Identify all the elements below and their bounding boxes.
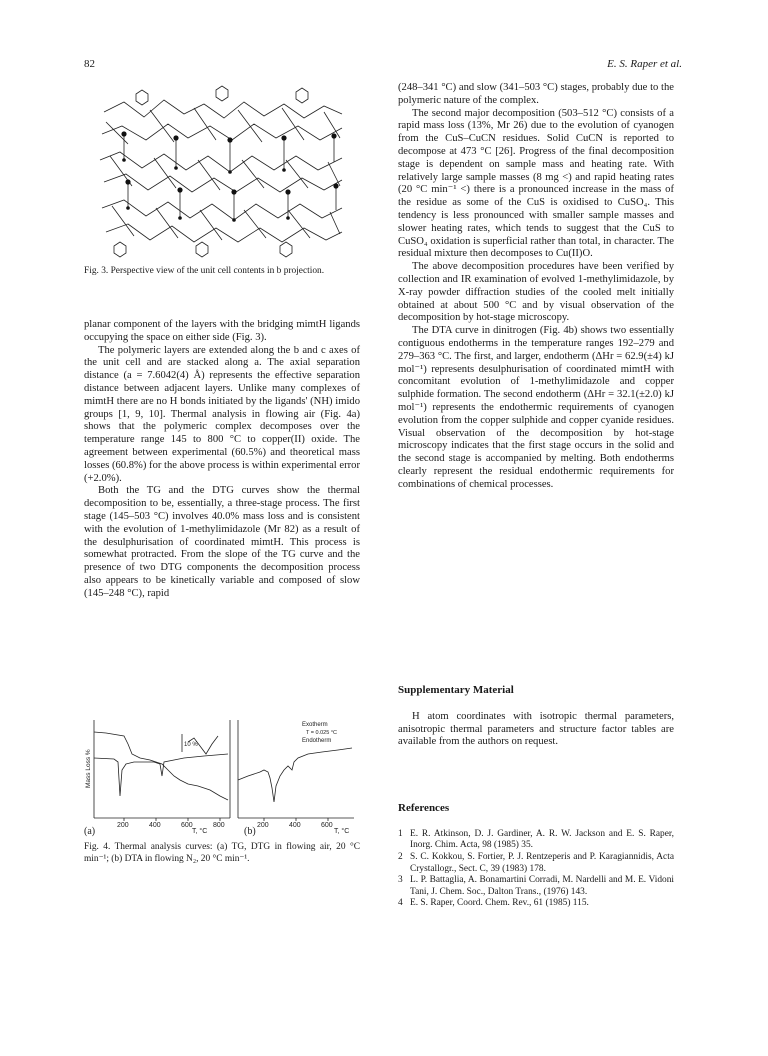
tick-label: 800 xyxy=(213,822,225,829)
reference-item: 4 E. S. Raper, Coord. Chem. Rev., 61 (1985) 115. xyxy=(398,898,589,909)
legend-scale: T = 0.025 °C xyxy=(306,730,337,736)
tick-label: 400 xyxy=(289,822,301,829)
paragraph: The above decomposition procedures have been verified by collection and IR examination of evolved 1-methylimidazole, by X-ray powder diffraction studies of the cooled melt initially obtained at about 500 °C and by visual observation of the decomposition by hot-stage microscopy. xyxy=(398,261,674,324)
supplementary-text: H atom coordinates with isotropic thermal parameters, anisotropic thermal parameters and structure factor tables are available from the authors on request. xyxy=(398,710,674,748)
right-column-text xyxy=(398,82,674,492)
paragraph: planar component of the layers with the bridging mimtH ligands occupying the space on either side (Fig. 3). xyxy=(84,319,360,343)
panel-b-label: (b) xyxy=(244,826,256,837)
references-section xyxy=(398,802,674,910)
fig3-image xyxy=(84,82,360,260)
fig4-caption: Fig. 4. Thermal analysis curves: (a) TG, DTG in flowing air, 20 °C min⁻¹; (b) DTA in flowing N₂, 20 °C min⁻¹. xyxy=(84,842,360,864)
supplementary-heading: Supplementary Material xyxy=(398,684,514,696)
tg-curve xyxy=(94,732,228,800)
crystal-structure-drawing xyxy=(84,82,360,260)
paragraph: The second major decomposition (503–512 °C) consists of a rapid mass loss (13%, Mr 26) due to the evolution of cyanogen from the CuS–CuCN residues. Solid CuCN is reported to decompose at 473 °C [26]. Progress of the final decomposition stage is dependent on sample mass and heating rate. With relatively large sample masses (8 mg <) and rapid heating rates (20 °C min⁻¹ <) there is a pronounced increase in the mass of the residue as some of the CuS is oxidised to CuSO₄. This tendency is less pronounced with smaller sample masses and slower heating rates, which tends to suggest that the CuS to CuSO₄ oxidation is superficial rather than total, in character. The residual mixture then decomposes to Cu(II)O. xyxy=(398,107,674,260)
left-column-text xyxy=(84,319,360,601)
tick-label: 200 xyxy=(257,822,269,829)
dta-curve xyxy=(238,748,352,802)
tick-label: 200 xyxy=(117,822,129,829)
legend-exotherm: Exotherm xyxy=(302,722,328,728)
tick-label: 400 xyxy=(149,822,161,829)
panel-a-label: (a) xyxy=(84,826,96,837)
supplementary-section xyxy=(398,684,674,749)
fig4-tick-row xyxy=(84,822,360,836)
legend-endotherm: Endotherm xyxy=(302,738,332,744)
scale-10pct-label: 10 % xyxy=(184,742,198,748)
fig4-plots xyxy=(84,718,360,826)
fig3-caption: Fig. 3. Perspective view of the unit cell contents in b projection. xyxy=(84,266,325,276)
references-heading: References xyxy=(398,802,450,814)
paragraph: Both the TG and the DTG curves show the thermal decomposition to be, essentially, a three-stage process. The first stage (145–503 °C) involves 40.0% mass loss and is consistent with the evolution of 1-methylimidazole (Mr 82) as a result of the desulphurisation of coordinated mimtH. This process is somewhat protracted. From the slope of the TG curve and the presence of two DTG components the decomposition process also appears to be kinetically variable and composed of slow (145–248 °C), rapid xyxy=(84,485,360,599)
reference-item: 1 E. R. Atkinson, D. J. Gardiner, A. R. W. Jackson and E. S. Raper, Inorg. Chim. Acta, 98 (1985) 35. xyxy=(398,828,674,851)
x-unit-a: T, °C xyxy=(192,828,208,835)
tick-label: 600 xyxy=(321,822,333,829)
paragraph: (248–341 °C) and slow (341–503 °C) stages, probably due to the polymeric nature of the complex. xyxy=(398,82,674,106)
paragraph: The polymeric layers are extended along the b and c axes of the unit cell and are stacked along a. The axial separation distance (a = 7.6042(4) Å) represents the effective separation distance between adjacent layers. Unlike many complexes of mimtH there are no H bonds initiated by the ligands' (NH) imido groups [1, 9, 10]. Thermal analysis in flowing air (Fig. 4a) shows that the polymeric complex decomposes over the temperature range 145 to 800 °C to copper(II) oxide. The agreement between experimental (60.5%) and theoretical mass losses (60.8%) for the above process is within experimental error (+2.0%). xyxy=(84,344,360,484)
page-number: 82 xyxy=(84,58,95,70)
x-unit-b: T, °C xyxy=(334,828,350,835)
y-axis-label: Mass Loss % xyxy=(85,749,92,788)
reference-item: 2 S. C. Kokkou, S. Fortier, P. J. Rentzeperis and P. Karagiannidis, Acta Crystallogr., Sect. C, 39 (1983) 178. xyxy=(398,851,674,874)
reference-item: 3 L. P. Battaglia, A. Bonamartini Corradi, M. Nardelli and M. E. Vidoni Tani, J. Chem. Soc., Dalton Trans., (1976) 143. xyxy=(398,875,674,897)
running-head: E. S. Raper et al. xyxy=(607,58,682,70)
fig4-image xyxy=(84,718,360,826)
references-list xyxy=(398,829,674,910)
tick-label: 600 xyxy=(181,822,193,829)
paragraph: The DTA curve in dinitrogen (Fig. 4b) shows two essentially contiguous endotherms in the temperature ranges 192–279 and 279–363 °C. The first, and larger, endotherm (ΔHr = 62.9(±4) kJ mol⁻¹) represents desulphurisation of coordinated mimtH with concomitant evolution of 1-methylimidazole and copper sulphide formation. The second endotherm (ΔHr = 32.1(±2.0) kJ mol⁻¹) represents the endothermic requirements of cyanogen evolution from the copper sulphide and copper cyanide residues. Visual observation of the decomposition by hot-stage microscopy indicates that the first stage occurs in the solid and the second stage is accompanied by melting. Both endotherms clearly represent the residual endothermic requirements for combinations of chemical processes. xyxy=(398,325,674,490)
